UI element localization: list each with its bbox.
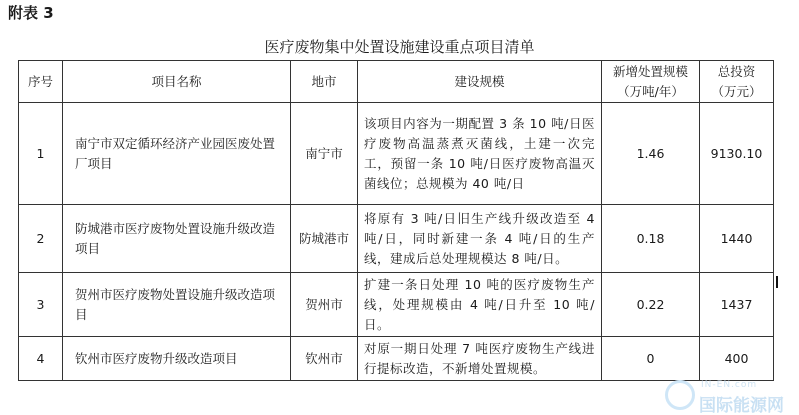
watermark-logo <box>665 378 797 414</box>
table-title: 医疗废物集中处置设施建设重点项目清单 <box>264 38 535 56</box>
table-row <box>19 103 774 205</box>
row-investment: 1437 <box>700 273 774 337</box>
watermark-big-text: 国际能源网 <box>699 396 784 415</box>
row-no: 1 <box>19 103 63 205</box>
row-investment: 1440 <box>700 205 774 273</box>
row-city: 钦州市 <box>291 337 358 381</box>
table-header-row <box>19 61 774 103</box>
row-project-name: 钦州市医疗废物升级改造项目 <box>63 337 291 381</box>
row-city: 贺州市 <box>291 273 358 337</box>
appendix-label: 附表 3 <box>8 4 54 22</box>
row-scale: 该项目内容为一期配置 3 条 10 吨/日医疗废物高温蒸煮灭菌线，土建一次完工，预留一条 10 吨/日医疗废物高温灭菌线位；总规模为 40 吨/日 <box>358 103 602 205</box>
header-scale: 建设规模 <box>358 61 602 103</box>
table-row <box>19 205 774 273</box>
row-scale: 扩建一条日处理 10 吨的医疗废物生产线，处理规模由 4 吨/日升至 10 吨/日。 <box>358 273 602 337</box>
header-investment-line1: 总投资 <box>717 63 756 79</box>
row-no: 3 <box>19 273 63 337</box>
row-city: 防城港市 <box>291 205 358 273</box>
watermark-small-text: IN-EN.com <box>701 380 758 390</box>
header-name: 项目名称 <box>63 61 291 103</box>
row-investment: 400 <box>700 337 774 381</box>
row-no: 4 <box>19 337 63 381</box>
row-city: 南宁市 <box>291 103 358 205</box>
header-capacity <box>602 61 700 103</box>
row-no: 2 <box>19 205 63 273</box>
header-capacity-line2: （万吨/年） <box>617 83 684 99</box>
row-investment: 9130.10 <box>700 103 774 205</box>
margin-mark <box>776 276 778 288</box>
row-capacity: 0.22 <box>602 273 700 337</box>
header-capacity-line1: 新增处置规模 <box>612 63 688 79</box>
header-no: 序号 <box>19 61 63 103</box>
watermark-circle-icon <box>665 380 695 410</box>
header-city: 地市 <box>291 61 358 103</box>
row-project-name: 贺州市医疗废物处置设施升级改造项目 <box>63 273 291 337</box>
header-investment-line2: （万元） <box>711 83 762 99</box>
table-row <box>19 273 774 337</box>
row-scale: 将原有 3 吨/日旧生产线升级改造至 4 吨/日，同时新建一条 4 吨/日的生产线，建成后总处理规模达 8 吨/日。 <box>358 205 602 273</box>
project-table <box>18 60 774 381</box>
row-capacity: 0.18 <box>602 205 700 273</box>
row-project-name: 南宁市双定循环经济产业园医废处置厂项目 <box>63 103 291 205</box>
row-capacity: 0 <box>602 337 700 381</box>
header-investment <box>700 61 774 103</box>
row-capacity: 1.46 <box>602 103 700 205</box>
row-project-name: 防城港市医疗废物处置设施升级改造项目 <box>63 205 291 273</box>
table-row <box>19 337 774 381</box>
row-scale: 对原一期日处理 7 吨医疗废物生产线进行提标改造，不新增处置规模。 <box>358 337 602 381</box>
